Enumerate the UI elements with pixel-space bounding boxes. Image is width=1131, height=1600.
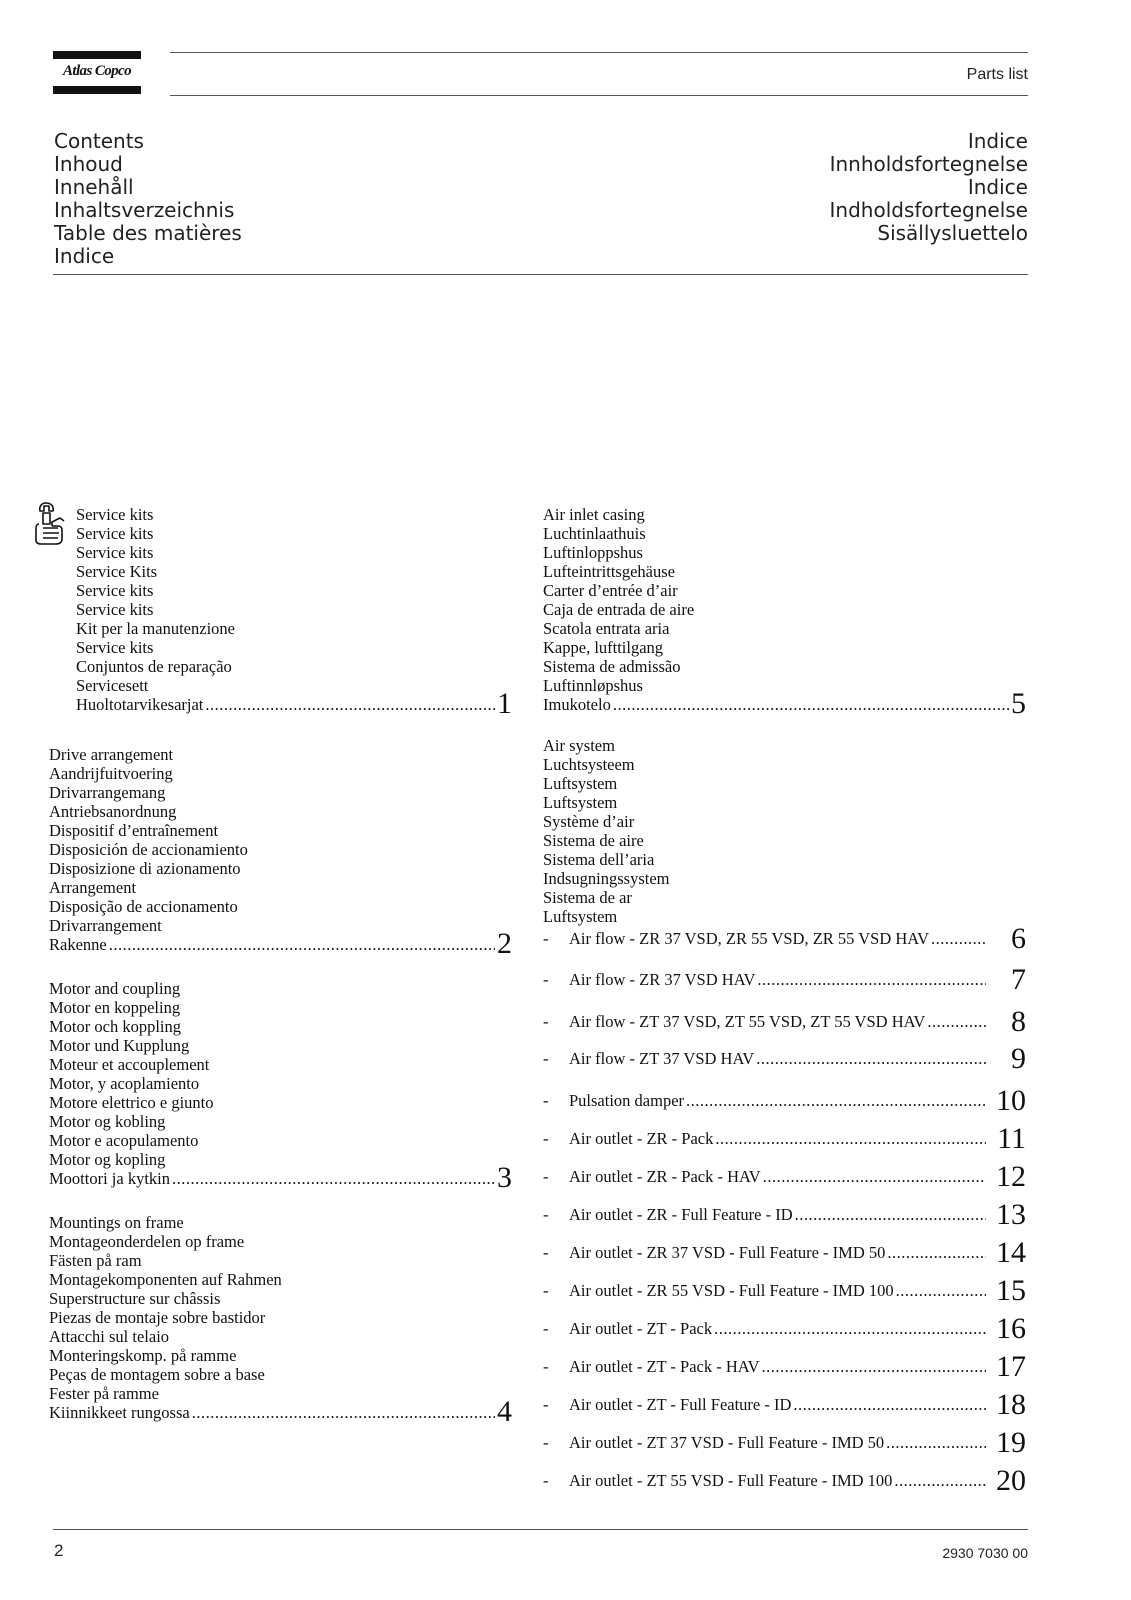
toc-entry-link[interactable] — [49, 1161, 512, 1194]
toc-line: Kappe, lufttilgang — [543, 638, 664, 657]
section-title: Parts list — [966, 66, 1028, 83]
contents-title: Indholdsfortegnelse — [829, 198, 1028, 222]
contents-title: Innholdsfortegnelse — [829, 152, 1028, 176]
page-number: 3 — [497, 1161, 512, 1194]
toc-line: Luftsystem — [543, 774, 618, 793]
entry-dash: - — [543, 1167, 549, 1186]
toc-line: Service kits — [76, 543, 154, 562]
footer-doc-number: 2930 7030 00 — [942, 1545, 1028, 1561]
toc-line: Kiinnikkeet rungossa — [49, 1403, 190, 1422]
toc-group-service-kits — [76, 505, 512, 720]
entry-label: Air outlet - ZT - Full Feature - ID — [569, 1395, 792, 1414]
page-number: 1 — [497, 687, 512, 720]
contents-title: Sisällysluettelo — [877, 221, 1028, 245]
page-number: 18 — [996, 1388, 1026, 1421]
toc-line: Disposición de accionamiento — [49, 840, 248, 859]
contents-title: Inhoud — [54, 152, 123, 176]
logo-text: Atlas Copco — [63, 63, 131, 79]
toc-entry-link[interactable] — [543, 1311, 1026, 1345]
toc-entry-link[interactable] — [49, 927, 512, 960]
toc-entry-link[interactable] — [543, 921, 1026, 955]
toc-line: Conjuntos de reparação — [76, 657, 232, 676]
toc-line: Motor e acopulamento — [49, 1131, 199, 1150]
toc-entry-link[interactable] — [543, 1004, 1026, 1038]
toc-line: Luftinnløpshus — [543, 676, 643, 695]
toc-entry-link[interactable] — [543, 1425, 1026, 1459]
toc-line: Disposição de accionamento — [49, 897, 238, 916]
contents-titles-left — [54, 130, 242, 268]
leader-dots — [886, 1433, 986, 1453]
leader-dots — [887, 1243, 986, 1263]
toc-line: Arrangement — [49, 878, 137, 897]
page-number: 14 — [996, 1236, 1026, 1269]
page-number: 15 — [996, 1274, 1026, 1307]
page-number: 19 — [996, 1426, 1026, 1459]
page-number: 2 — [497, 927, 512, 960]
toc-line: Kit per la manutenzione — [76, 619, 235, 638]
entry-dash: - — [543, 1357, 549, 1376]
toc-line: Motor och koppling — [49, 1017, 181, 1036]
toc-entry-link[interactable] — [543, 1349, 1026, 1383]
toc-line: Peças de montagem sobre a base — [49, 1365, 265, 1384]
toc-line: Motor og kopling — [49, 1150, 166, 1169]
toc-line: Luchtinlaathuis — [543, 524, 646, 543]
toc-line: Indsugningssystem — [543, 869, 670, 888]
leader-dots — [761, 1357, 986, 1377]
toc-line: Service kits — [76, 581, 154, 600]
toc-entry-link[interactable] — [543, 1197, 1026, 1231]
toc-line: Moteur et accouplement — [49, 1055, 210, 1074]
toc-line: Lufteintrittsgehäuse — [543, 562, 675, 581]
entry-dash: - — [543, 1243, 549, 1262]
toc-line: Luchtsysteem — [543, 755, 635, 774]
page-number: 7 — [1011, 963, 1026, 996]
toc-line: Sistema de admissão — [543, 657, 681, 676]
footer-rule — [53, 1529, 1028, 1530]
toc-line: Motor and coupling — [49, 979, 181, 998]
entry-dash: - — [543, 1471, 549, 1490]
entry-label: Air outlet - ZR 55 VSD - Full Feature - IMD 100 — [569, 1281, 894, 1300]
toc-line: Fester på ramme — [49, 1384, 159, 1403]
entry-dash: - — [543, 1319, 549, 1338]
page-number: 11 — [997, 1122, 1026, 1155]
toc-line: Air inlet casing — [543, 505, 645, 524]
toc-line: Luftsystem — [543, 793, 618, 812]
contents-title: Table des matières — [54, 221, 242, 245]
contents-title: Indice — [54, 244, 115, 268]
atlas-copco-logo — [53, 51, 141, 94]
toc-line: Motor und Kupplung — [49, 1036, 190, 1055]
toc-line: Aandrijfuitvoering — [49, 764, 173, 783]
toc-line: Superstructure sur châssis — [49, 1289, 221, 1308]
toc-line: Moottori ja kytkin — [49, 1169, 170, 1188]
leader-dots — [793, 1395, 986, 1415]
entry-label: Air outlet - ZR 37 VSD - Full Feature - IMD 50 — [569, 1243, 886, 1262]
contents-title: Indice — [967, 129, 1028, 153]
toc-line: Motor en koppeling — [49, 998, 181, 1017]
toc-line: Piezas de montaje sobre bastidor — [49, 1308, 266, 1327]
entry-dash: - — [543, 1281, 549, 1300]
page-number: 4 — [497, 1395, 512, 1428]
header-rule-bottom — [170, 95, 1028, 96]
leader-dots — [109, 935, 495, 954]
toc-line: Drive arrangement — [49, 745, 174, 764]
toc-line: Service kits — [76, 505, 154, 524]
entry-label: Air flow - ZR 37 VSD HAV — [569, 970, 756, 989]
entry-dash: - — [543, 1012, 549, 1031]
toc-line: Sistema dell’aria — [543, 850, 655, 869]
toc-line: Service Kits — [76, 562, 158, 581]
entry-label: Air outlet - ZR - Full Feature - ID — [569, 1205, 793, 1224]
toc-group-mountings — [49, 1213, 512, 1428]
entry-label: Air flow - ZR 37 VSD, ZR 55 VSD, ZR 55 VSD HAV — [569, 929, 929, 948]
leader-dots — [205, 695, 495, 714]
entry-label: Air outlet - ZT 37 VSD - Full Feature - IMD 50 — [569, 1433, 885, 1452]
page-number: 8 — [1011, 1005, 1026, 1038]
toc-line: Antriebsanordnung — [49, 802, 177, 821]
toc-group-drive-arrangement — [49, 745, 512, 960]
entry-label: Air outlet - ZT 55 VSD - Full Feature - IMD 100 — [569, 1471, 893, 1490]
toc-entry-link[interactable] — [543, 1083, 1026, 1117]
leader-dots — [192, 1403, 495, 1422]
leader-dots — [931, 929, 986, 949]
contents-title: Indice — [967, 175, 1028, 199]
toc-line: Mountings on frame — [49, 1213, 184, 1232]
contents-title: Inhaltsverzeichnis — [54, 198, 235, 222]
entry-dash: - — [543, 1205, 549, 1224]
toc-group-motor-coupling — [49, 979, 512, 1194]
toc-line: Sistema de aire — [543, 831, 644, 850]
toc-line: Sistema de ar — [543, 888, 632, 907]
contents-title: Contents — [54, 129, 144, 153]
toc-line: Service kits — [76, 600, 154, 619]
toc-entry-link[interactable] — [543, 1463, 1026, 1497]
toc-entry-link[interactable] — [543, 962, 1026, 996]
entry-label: Air flow - ZT 37 VSD, ZT 55 VSD, ZT 55 VSD HAV — [569, 1012, 926, 1031]
toc-line: Service kits — [76, 524, 154, 543]
leader-dots — [715, 1129, 986, 1149]
toc-entry-link[interactable] — [76, 687, 512, 720]
titles-rule — [53, 274, 1028, 275]
leader-dots — [714, 1319, 986, 1339]
page-number: 20 — [996, 1464, 1026, 1497]
toc-entry-link[interactable] — [543, 1121, 1026, 1155]
toc-line: Monteringskomp. på ramme — [49, 1346, 237, 1365]
toc-entry-link[interactable] — [543, 1041, 1026, 1075]
leader-dots — [757, 970, 986, 990]
toc-line: Caja de entrada de aire — [543, 600, 695, 619]
toc-entry-link[interactable] — [543, 1235, 1026, 1269]
entry-label: Pulsation damper — [569, 1091, 685, 1110]
leader-dots — [763, 1167, 986, 1187]
contents-title: Innehåll — [54, 175, 134, 199]
toc-group-air-inlet — [543, 505, 1026, 720]
entry-label: Air outlet - ZR - Pack — [569, 1129, 714, 1148]
contents-titles-right — [830, 130, 1028, 245]
toc-line: Luftsystem — [543, 907, 618, 926]
toc-line: Système d’air — [543, 812, 635, 831]
entry-dash: - — [543, 1091, 549, 1110]
toc-line: Huoltotarvikesarjat — [76, 695, 204, 714]
toc-line: Air system — [543, 736, 615, 755]
page-number: 13 — [996, 1198, 1026, 1231]
leader-dots — [795, 1205, 986, 1225]
toc-line: Servicesett — [76, 676, 149, 695]
service-kit-icon — [34, 500, 68, 546]
page-number: 12 — [996, 1160, 1026, 1193]
toc-line: Imukotelo — [543, 695, 611, 714]
leader-dots — [896, 1281, 986, 1301]
toc-line: Montagekomponenten auf Rahmen — [49, 1270, 282, 1289]
page-number: 10 — [996, 1084, 1026, 1117]
page-number: 9 — [1011, 1042, 1026, 1075]
toc-line: Drivarrangemang — [49, 783, 166, 802]
toc-entry-link[interactable] — [543, 1273, 1026, 1307]
leader-dots — [613, 695, 1009, 714]
toc-entry-link[interactable] — [543, 1387, 1026, 1421]
toc-line: Motor, y acoplamiento — [49, 1074, 200, 1093]
toc-line: Luftinloppshus — [543, 543, 643, 562]
toc-line: Dispositif d’entraînement — [49, 821, 219, 840]
toc-entry-link[interactable] — [543, 1159, 1026, 1193]
toc-line: Motor og kobling — [49, 1112, 166, 1131]
page-number: 16 — [996, 1312, 1026, 1345]
page-number: 5 — [1011, 687, 1026, 720]
toc-entry-link[interactable] — [49, 1395, 512, 1428]
entry-label: Air outlet - ZR - Pack - HAV — [569, 1167, 761, 1186]
header-rule-top — [170, 52, 1028, 53]
entry-label: Air outlet - ZT - Pack — [569, 1319, 713, 1338]
leader-dots — [894, 1471, 986, 1491]
entry-dash: - — [543, 1049, 549, 1068]
leader-dots — [686, 1091, 986, 1111]
toc-entry-link[interactable] — [543, 687, 1026, 720]
toc-group-air-system — [543, 736, 1026, 926]
page-number: 17 — [996, 1350, 1026, 1383]
toc-line: Attacchi sul telaio — [49, 1327, 170, 1346]
entry-dash: - — [543, 929, 549, 948]
leader-dots — [756, 1049, 986, 1069]
toc-line: Montageonderdelen op frame — [49, 1232, 245, 1251]
entry-dash: - — [543, 1433, 549, 1452]
toc-line: Scatola entrata aria — [543, 619, 670, 638]
page-number: 6 — [1011, 922, 1026, 955]
toc-line: Drivarrangement — [49, 916, 162, 935]
entry-label: Air flow - ZT 37 VSD HAV — [569, 1049, 755, 1068]
footer-page-number: 2 — [54, 1541, 64, 1560]
toc-line: Disposizione di azionamento — [49, 859, 241, 878]
entry-label: Air outlet - ZT - Pack - HAV — [569, 1357, 760, 1376]
leader-dots — [927, 1012, 986, 1032]
toc-line: Carter d’entrée d’air — [543, 581, 678, 600]
toc-line: Service kits — [76, 638, 154, 657]
entry-dash: - — [543, 970, 549, 989]
toc-line: Rakenne — [49, 935, 107, 954]
toc-line: Motore elettrico e giunto — [49, 1093, 214, 1112]
entry-dash: - — [543, 1129, 549, 1148]
leader-dots — [172, 1169, 495, 1188]
toc-line: Fästen på ram — [49, 1251, 142, 1270]
entry-dash: - — [543, 1395, 549, 1414]
